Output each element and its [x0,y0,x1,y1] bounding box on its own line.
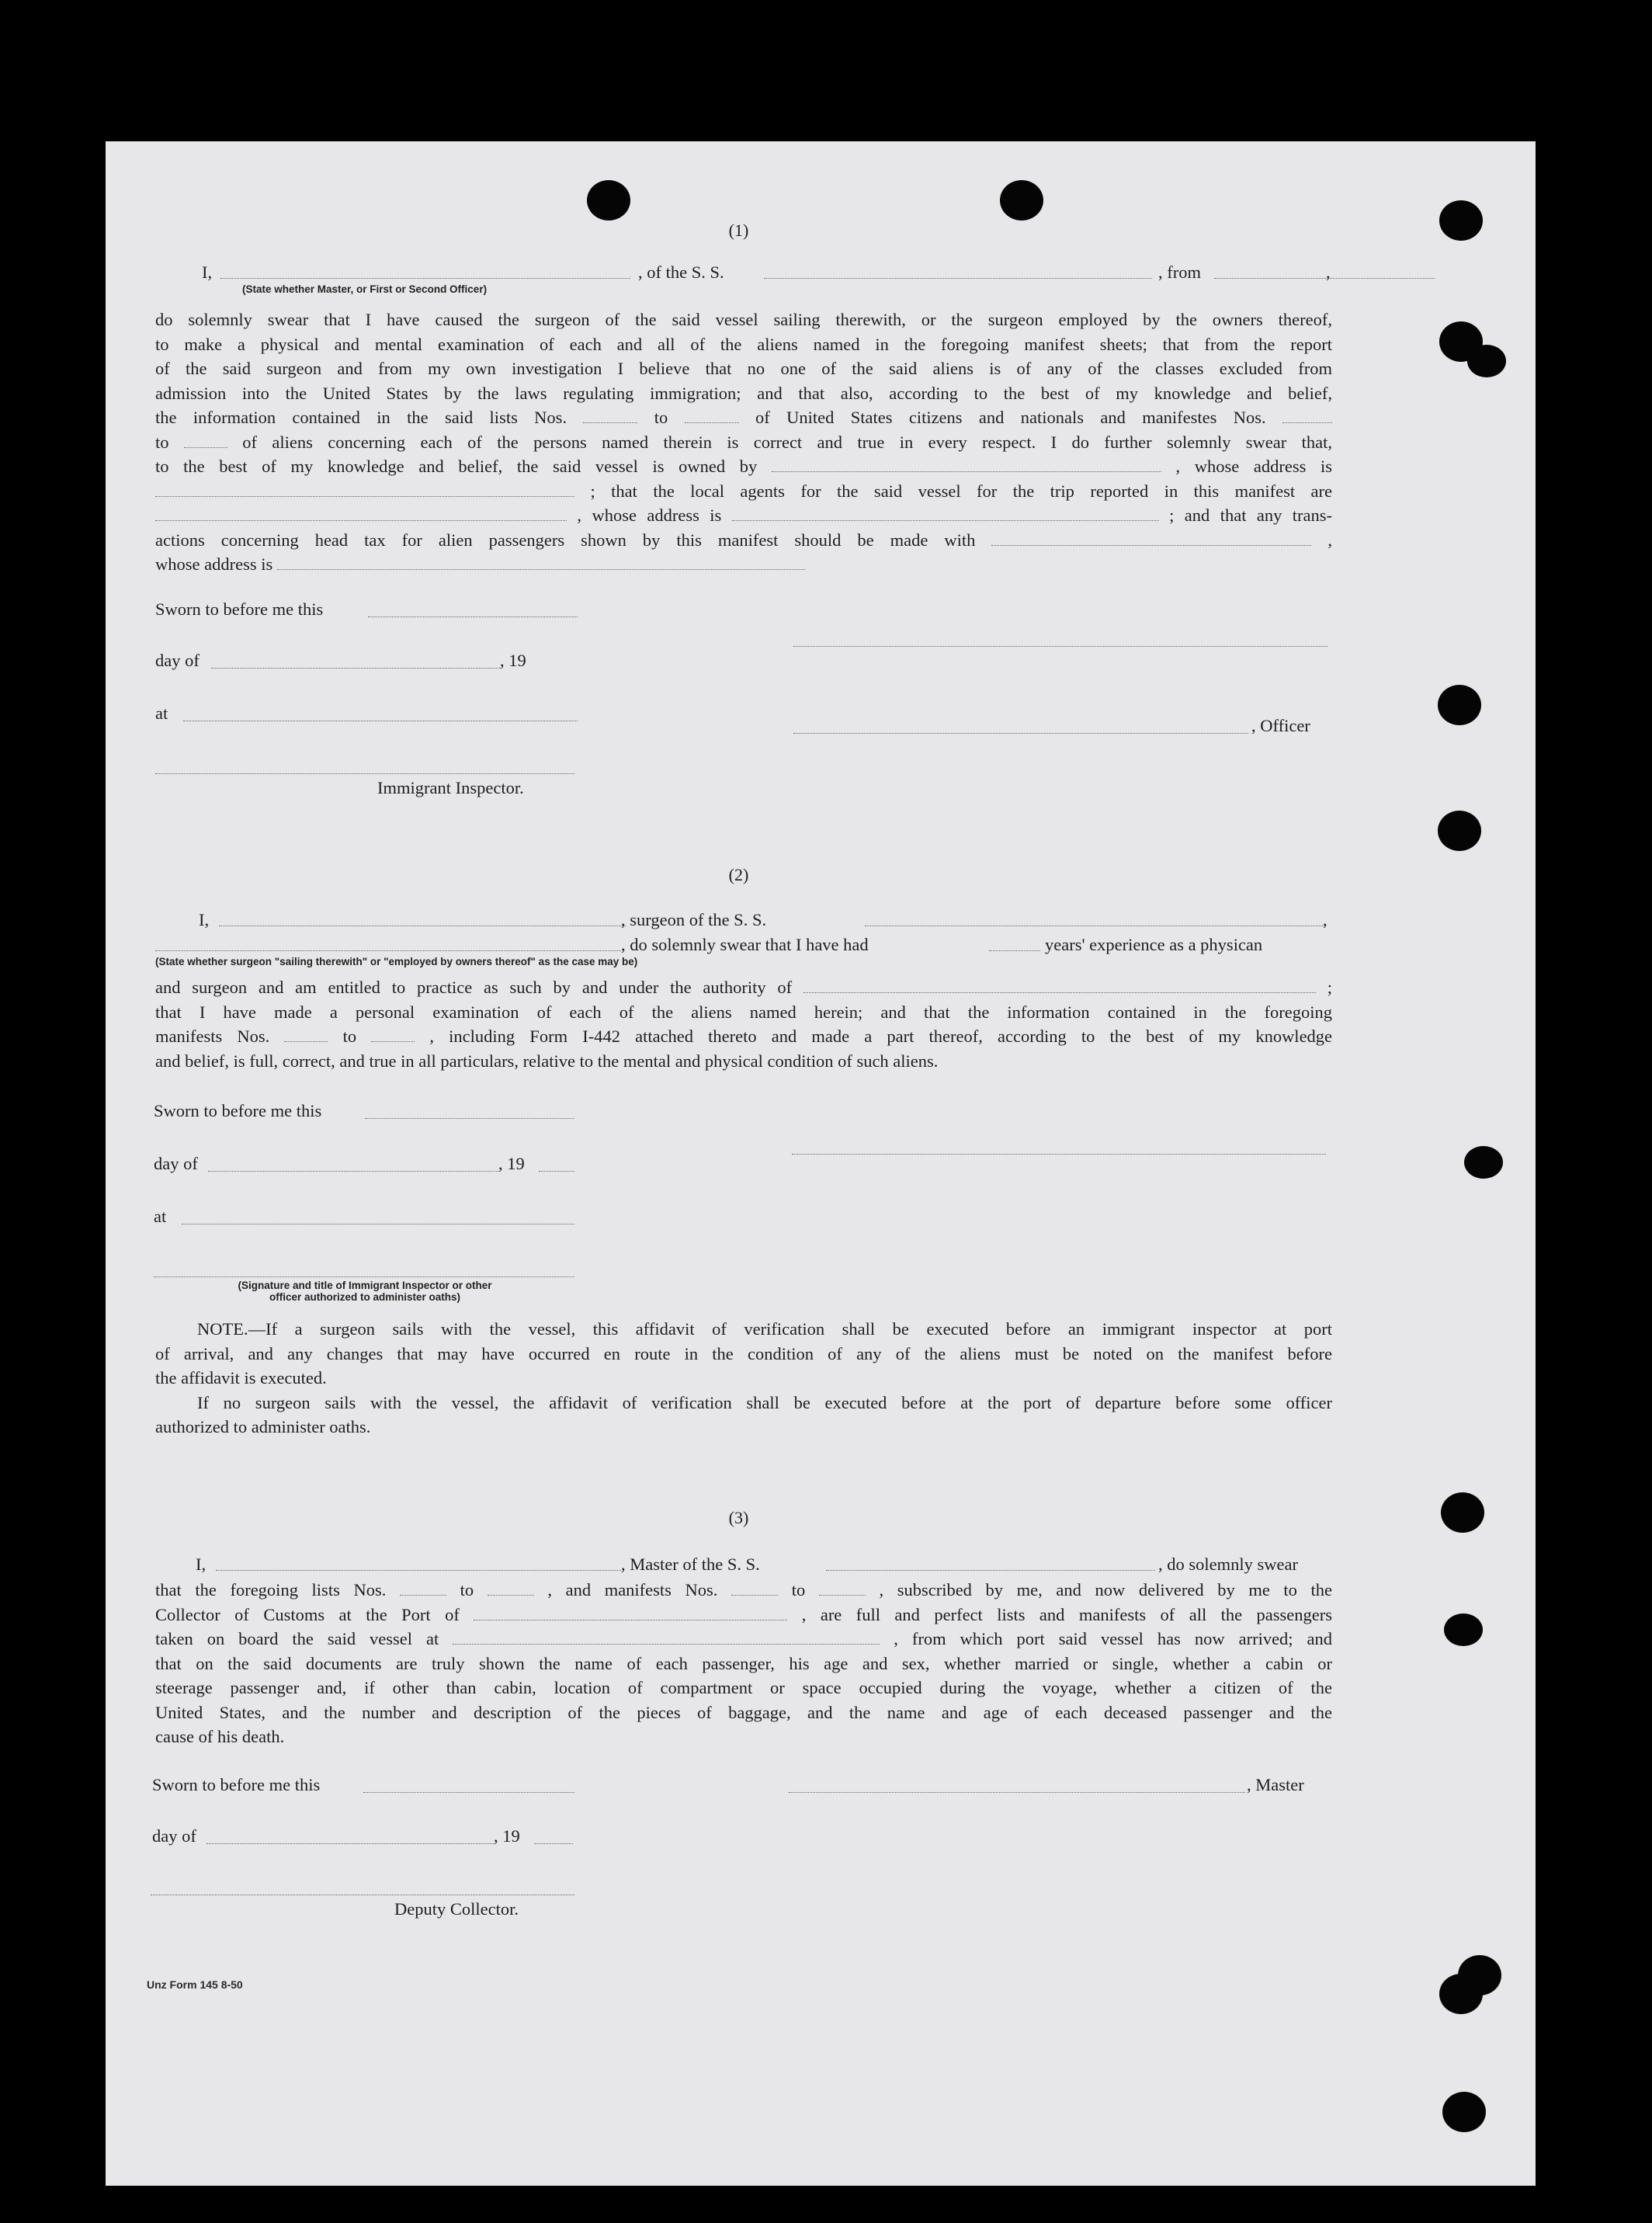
day-of-field[interactable] [208,1169,498,1172]
at-field[interactable] [183,719,578,721]
at-field[interactable] [182,1222,574,1224]
manifests-to-field[interactable] [371,1029,415,1042]
master-officer-field[interactable] [220,276,630,279]
label: , Master of the S. S. [621,1554,760,1574]
text-line: of arrival, and any changes that may have occurred en route in the condition of any of the aliens must be noted on the manifest before [155,1343,1332,1363]
vessel-name-field[interactable] [764,276,1152,279]
section-number: (1) [728,221,749,240]
text-line: , whose address is ; and that any trans- [155,503,1332,528]
master-signature-line[interactable] [789,1791,1245,1793]
label: , of the S. S. [638,262,724,282]
text-line: to make a physical and mental examination of each and all of the aliens named in the foregoing manifest sheets; that from the report [155,334,1332,354]
section1-body [155,307,1332,577]
text-line: that the foregoing lists Nos. to , and manifests Nos. to , subscribed by me, and now delivered by me to the [155,1580,1333,1600]
text-line: Collector of Customs at the Port of , are full and perfect lists and manifests of all the passengers [155,1604,1333,1624]
year-label: , 19 [494,1826,520,1846]
text-line: admission into the United States by the laws regulating immigration; and that also, according to the best of my knowledge and belief, [155,383,1332,403]
lists-to-field[interactable] [685,410,739,423]
label: , from [1158,262,1201,282]
punch-hole [1442,2092,1486,2132]
text-line: manifests Nos. to , including Form I-442 attached thereto and made a part thereof, according to the best of my knowledge [155,1026,1333,1046]
day-of-field[interactable] [211,666,502,669]
section-number: (3) [728,1508,749,1527]
label: I, [196,1554,206,1574]
day-of-label: day of [152,1826,196,1846]
manifests-from-field[interactable] [1282,410,1332,423]
punch-hole [1000,180,1043,221]
text-line: to of aliens concerning each of the persons named therein is correct and true in every respect. I do further solemnly swear that, [155,432,1333,452]
master-vessel-field[interactable] [826,1568,1155,1571]
signature-line[interactable] [792,1152,1326,1155]
text-line: the information contained in the said lists Nos. to of United States citizens and nationals and manifestes Nos. [155,405,1332,430]
label: I, [199,910,210,929]
signature-line[interactable] [793,644,1328,647]
text-line: of the said surgeon and from my own investigation I believe that no one of the said aliens is of any of the classes excluded from [155,359,1332,378]
text-line: If no surgeon sails with the vessel, the affidavit of verification shall be executed before at the port of departure before some officer [197,1392,1332,1412]
text-line: taken on board the said vessel at , from which port said vessel has now arrived; and [155,1629,1333,1648]
master-note: (State whether Master, or First or Second Officer) [242,283,488,295]
sworn-date-field[interactable] [365,1117,574,1119]
surgeon-status-field[interactable] [155,949,621,951]
at-label: at [154,1207,167,1226]
day-of-label: day of [154,1154,198,1173]
sworn-label: Sworn to before me this [152,1775,321,1794]
boarding-port-field[interactable] [453,1631,880,1645]
master-name-field[interactable] [216,1568,621,1571]
surgeon-vessel-field[interactable] [865,924,1324,926]
punch-hole [1464,1146,1503,1179]
manifests-to-field[interactable] [819,1582,866,1596]
manifests-from-field[interactable] [284,1029,328,1042]
text-line: to the best of my knowledge and belief, the said vessel is owned by , whose address is [155,457,1333,476]
punch-hole [587,180,630,221]
from-port-field[interactable] [1214,276,1435,279]
year-field[interactable] [539,1169,574,1172]
text-line: steerage passenger and, if other than cabin, location of compartment or space occupied during the voyage, whether a citizen of the [155,1678,1332,1697]
label: , do solemnly swear that I have had [621,935,869,954]
agents-address-field[interactable] [732,508,1159,521]
label: , [1326,262,1331,282]
sworn-label: Sworn to before me this [155,599,324,619]
text-line: actions concerning head tax for alien passengers shown by this manifest should be made with , [155,530,1333,550]
section2-body [155,975,1332,1073]
text-line: the affidavit is executed. [155,1368,327,1388]
collector-label: Deputy Collector. [394,1899,519,1919]
sworn-date-field[interactable] [368,615,578,617]
surgeon-note: (State whether surgeon "sailing therewith" or "employed by owners thereof" as the case may be) [155,956,638,967]
master-label: , Master [1247,1775,1304,1794]
year-field[interactable] [534,1842,573,1844]
label: , surgeon of the S. S. [621,910,767,929]
label: , do solemnly swear [1158,1554,1298,1574]
section3-body [155,1578,1332,1749]
text-line: and surgeon and am entitled to practice as such by and under the authority of ; [155,978,1333,997]
label: , [1323,910,1328,929]
collector-signature-line[interactable] [151,1893,574,1895]
section-number: (2) [728,865,749,884]
punch-hole [1467,345,1506,377]
text-line: do solemnly swear that I have caused the surgeon of the said vessel sailing therewith, or the surgeon employed by the owners thereof, [155,310,1332,329]
day-of-label: day of [155,651,200,670]
officer-label: , Officer [1251,716,1310,735]
inspector-label: Immigrant Inspector. [377,778,524,797]
agents-field[interactable] [155,508,567,521]
manifests-to-field[interactable] [184,435,227,448]
officer-signature-line[interactable] [793,731,1248,734]
authority-field[interactable] [803,980,1316,993]
years-field[interactable] [989,949,1040,951]
text-line: ; that the local agents for the said vessel for the trip reported in this manifest are [155,479,1332,504]
affidavit-page [106,141,1536,2186]
inspector-signature-line[interactable] [154,1275,574,1277]
text-line: authorized to administer oaths. [155,1417,371,1436]
punch-hole [1439,1974,1483,2014]
text-line: that on the said documents are truly shown the name of each passenger, his age and sex, whether married or single, whether a cabin or [155,1653,1332,1673]
punch-hole [1439,200,1483,241]
punch-hole [1441,1492,1484,1533]
text-line: and belief, is full, correct, and true in all particulars, relative to the mental and physical condition of such aliens. [155,1051,939,1071]
head-tax-address-field[interactable] [277,557,805,570]
text-line: whose address is [155,552,1332,577]
manifests-from-field[interactable] [731,1582,778,1596]
surgeon-name-field[interactable] [219,924,626,926]
inspector-signature-line[interactable] [155,772,574,774]
lists-from-field[interactable] [400,1582,446,1596]
owner-field[interactable] [772,459,1161,472]
day-of-field[interactable] [206,1842,494,1844]
punch-hole [1438,685,1481,725]
form-number: Unz Form 145 8-50 [147,1978,243,1991]
lists-from-field[interactable] [583,410,637,423]
text-line: that I have made a personal examination of each of the aliens named herein; and that the information contained in the foregoing [155,1002,1332,1022]
year-label: , 19 [500,651,526,670]
signature-note: (Signature and title of Immigrant Inspector or other officer authorized to administer oaths) [238,1280,492,1303]
text-line: cause of his death. [155,1727,285,1746]
text-line: NOTE.—If a surgeon sails with the vessel, this affidavit of verification shall be executed before an immigrant inspector at port [197,1319,1332,1339]
sworn-label: Sworn to before me this [154,1101,322,1120]
head-tax-party-field[interactable] [991,533,1311,546]
owner-address-field[interactable] [155,484,574,497]
punch-hole [1444,1613,1483,1646]
year-label: , 19 [498,1154,525,1173]
sworn-date-field[interactable] [363,1791,574,1793]
port-field[interactable] [474,1607,787,1620]
at-label: at [155,703,168,723]
punch-hole [1438,811,1481,851]
text-line: United States, and the number and description of the pieces of baggage, and the name and age of each deceased passenger and the [155,1702,1332,1722]
lists-to-field[interactable] [488,1582,534,1596]
label: I, [202,262,213,282]
label: years' experience as a physican [1045,935,1263,954]
section2-note [155,1317,1332,1440]
